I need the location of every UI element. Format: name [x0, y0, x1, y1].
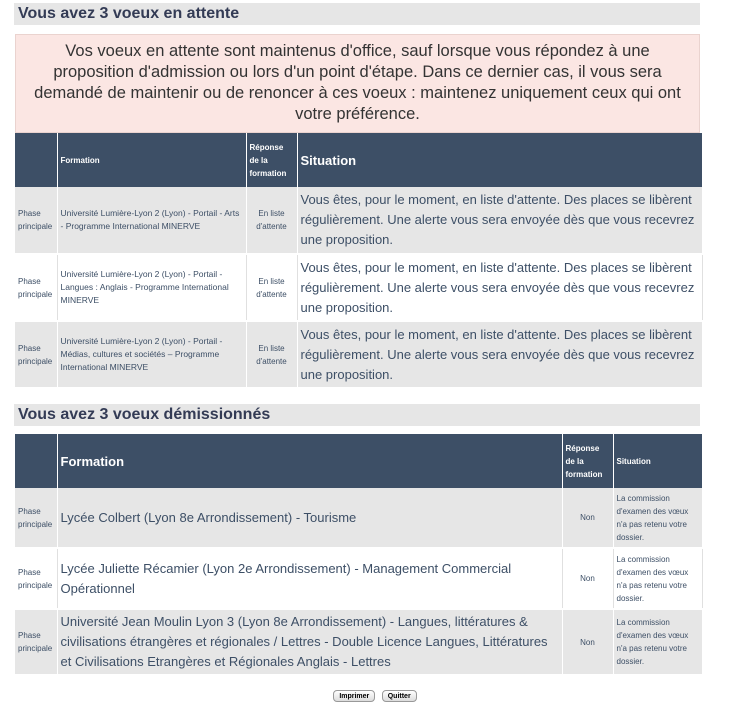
situation-cell: Vous êtes, pour le moment, en liste d'attente. Des places se libèrent régulièrement. Une alerte vous sera envoyée dès que vous recevrez une proposition. [297, 321, 702, 388]
phase-cell: Phase principale [15, 321, 57, 388]
table-row [15, 548, 702, 609]
pending-header-phase [15, 133, 57, 187]
resigned-header-situation: Situation [613, 434, 702, 488]
situation-cell: Vous êtes, pour le moment, en liste d'attente. Des places se libèrent régulièrement. Une alerte vous sera envoyée dès que vous recevrez une proposition. [297, 254, 702, 321]
reponse-cell: Non [562, 548, 613, 609]
formation-cell: Université Lumière-Lyon 2 (Lyon) - Portail - Langues : Anglais - Programme International MINERVE [57, 254, 246, 321]
print-button[interactable]: Imprimer [333, 690, 375, 702]
resigned-section-title: Vous avez 3 voeux démissionnés [14, 404, 700, 426]
situation-cell: La commission d'examen des vœux n'a pas retenu votre dossier. [613, 488, 702, 548]
table-row [15, 488, 702, 548]
phase-cell: Phase principale [15, 254, 57, 321]
situation-cell: La commission d'examen des vœux n'a pas retenu votre dossier. [613, 548, 702, 609]
table-row [15, 187, 702, 254]
table-row [15, 254, 702, 321]
pending-header-situation: Situation [297, 133, 702, 187]
pending-header-reponse: Réponse de la formation [246, 133, 297, 187]
pending-header-row [15, 133, 702, 187]
reponse-cell: En liste d'attente [246, 321, 297, 388]
table-row [15, 609, 702, 675]
phase-cell: Phase principale [15, 187, 57, 254]
pending-table [15, 133, 703, 389]
resigned-header-row [15, 434, 702, 488]
reponse-cell: En liste d'attente [246, 187, 297, 254]
phase-cell: Phase principale [15, 548, 57, 609]
formation-cell: Université Jean Moulin Lyon 3 (Lyon 8e Arrondissement) - Langues, littératures & civilisations étrangères et régionales / Lettres - Double Licence Langues, Littératures et Civilisations Etrangères et Régionales Anglais - Lettres [57, 609, 562, 675]
formation-cell: Lycée Colbert (Lyon 8e Arrondissement) - Tourisme [57, 488, 562, 548]
situation-cell: La commission d'examen des vœux n'a pas retenu votre dossier. [613, 609, 702, 675]
resigned-header-reponse: Réponse de la formation [562, 434, 613, 488]
reponse-cell: En liste d'attente [246, 254, 297, 321]
action-buttons [0, 690, 750, 708]
pending-section-title: Vous avez 3 voeux en attente [14, 3, 700, 25]
formation-cell: Université Lumière-Lyon 2 (Lyon) - Portail - Arts - Programme International MINERVE [57, 187, 246, 254]
quit-button[interactable]: Quitter [382, 690, 417, 702]
formation-cell: Université Lumière-Lyon 2 (Lyon) - Portail - Médias, cultures et sociétés – Programme International MINERVE [57, 321, 246, 388]
pending-notice: Vos voeux en attente sont maintenus d'office, sauf lorsque vous répondez à une proposition d'admission ou lors d'un point d'étape. Dans ce dernier cas, il vous sera demandé de maintenir ou de renoncer à ces voeux : maintenez uniquement ceux qui ont votre préférence. [15, 34, 700, 133]
resigned-header-phase [15, 434, 57, 488]
pending-header-formation: Formation [57, 133, 246, 187]
reponse-cell: Non [562, 609, 613, 675]
resigned-header-formation: Formation [57, 434, 562, 488]
situation-cell: Vous êtes, pour le moment, en liste d'attente. Des places se libèrent régulièrement. Une alerte vous sera envoyée dès que vous recevrez une proposition. [297, 187, 702, 254]
table-row [15, 321, 702, 388]
phase-cell: Phase principale [15, 488, 57, 548]
reponse-cell: Non [562, 488, 613, 548]
resigned-table [15, 434, 703, 676]
formation-cell: Lycée Juliette Récamier (Lyon 2e Arrondissement) - Management Commercial Opérationnel [57, 548, 562, 609]
phase-cell: Phase principale [15, 609, 57, 675]
